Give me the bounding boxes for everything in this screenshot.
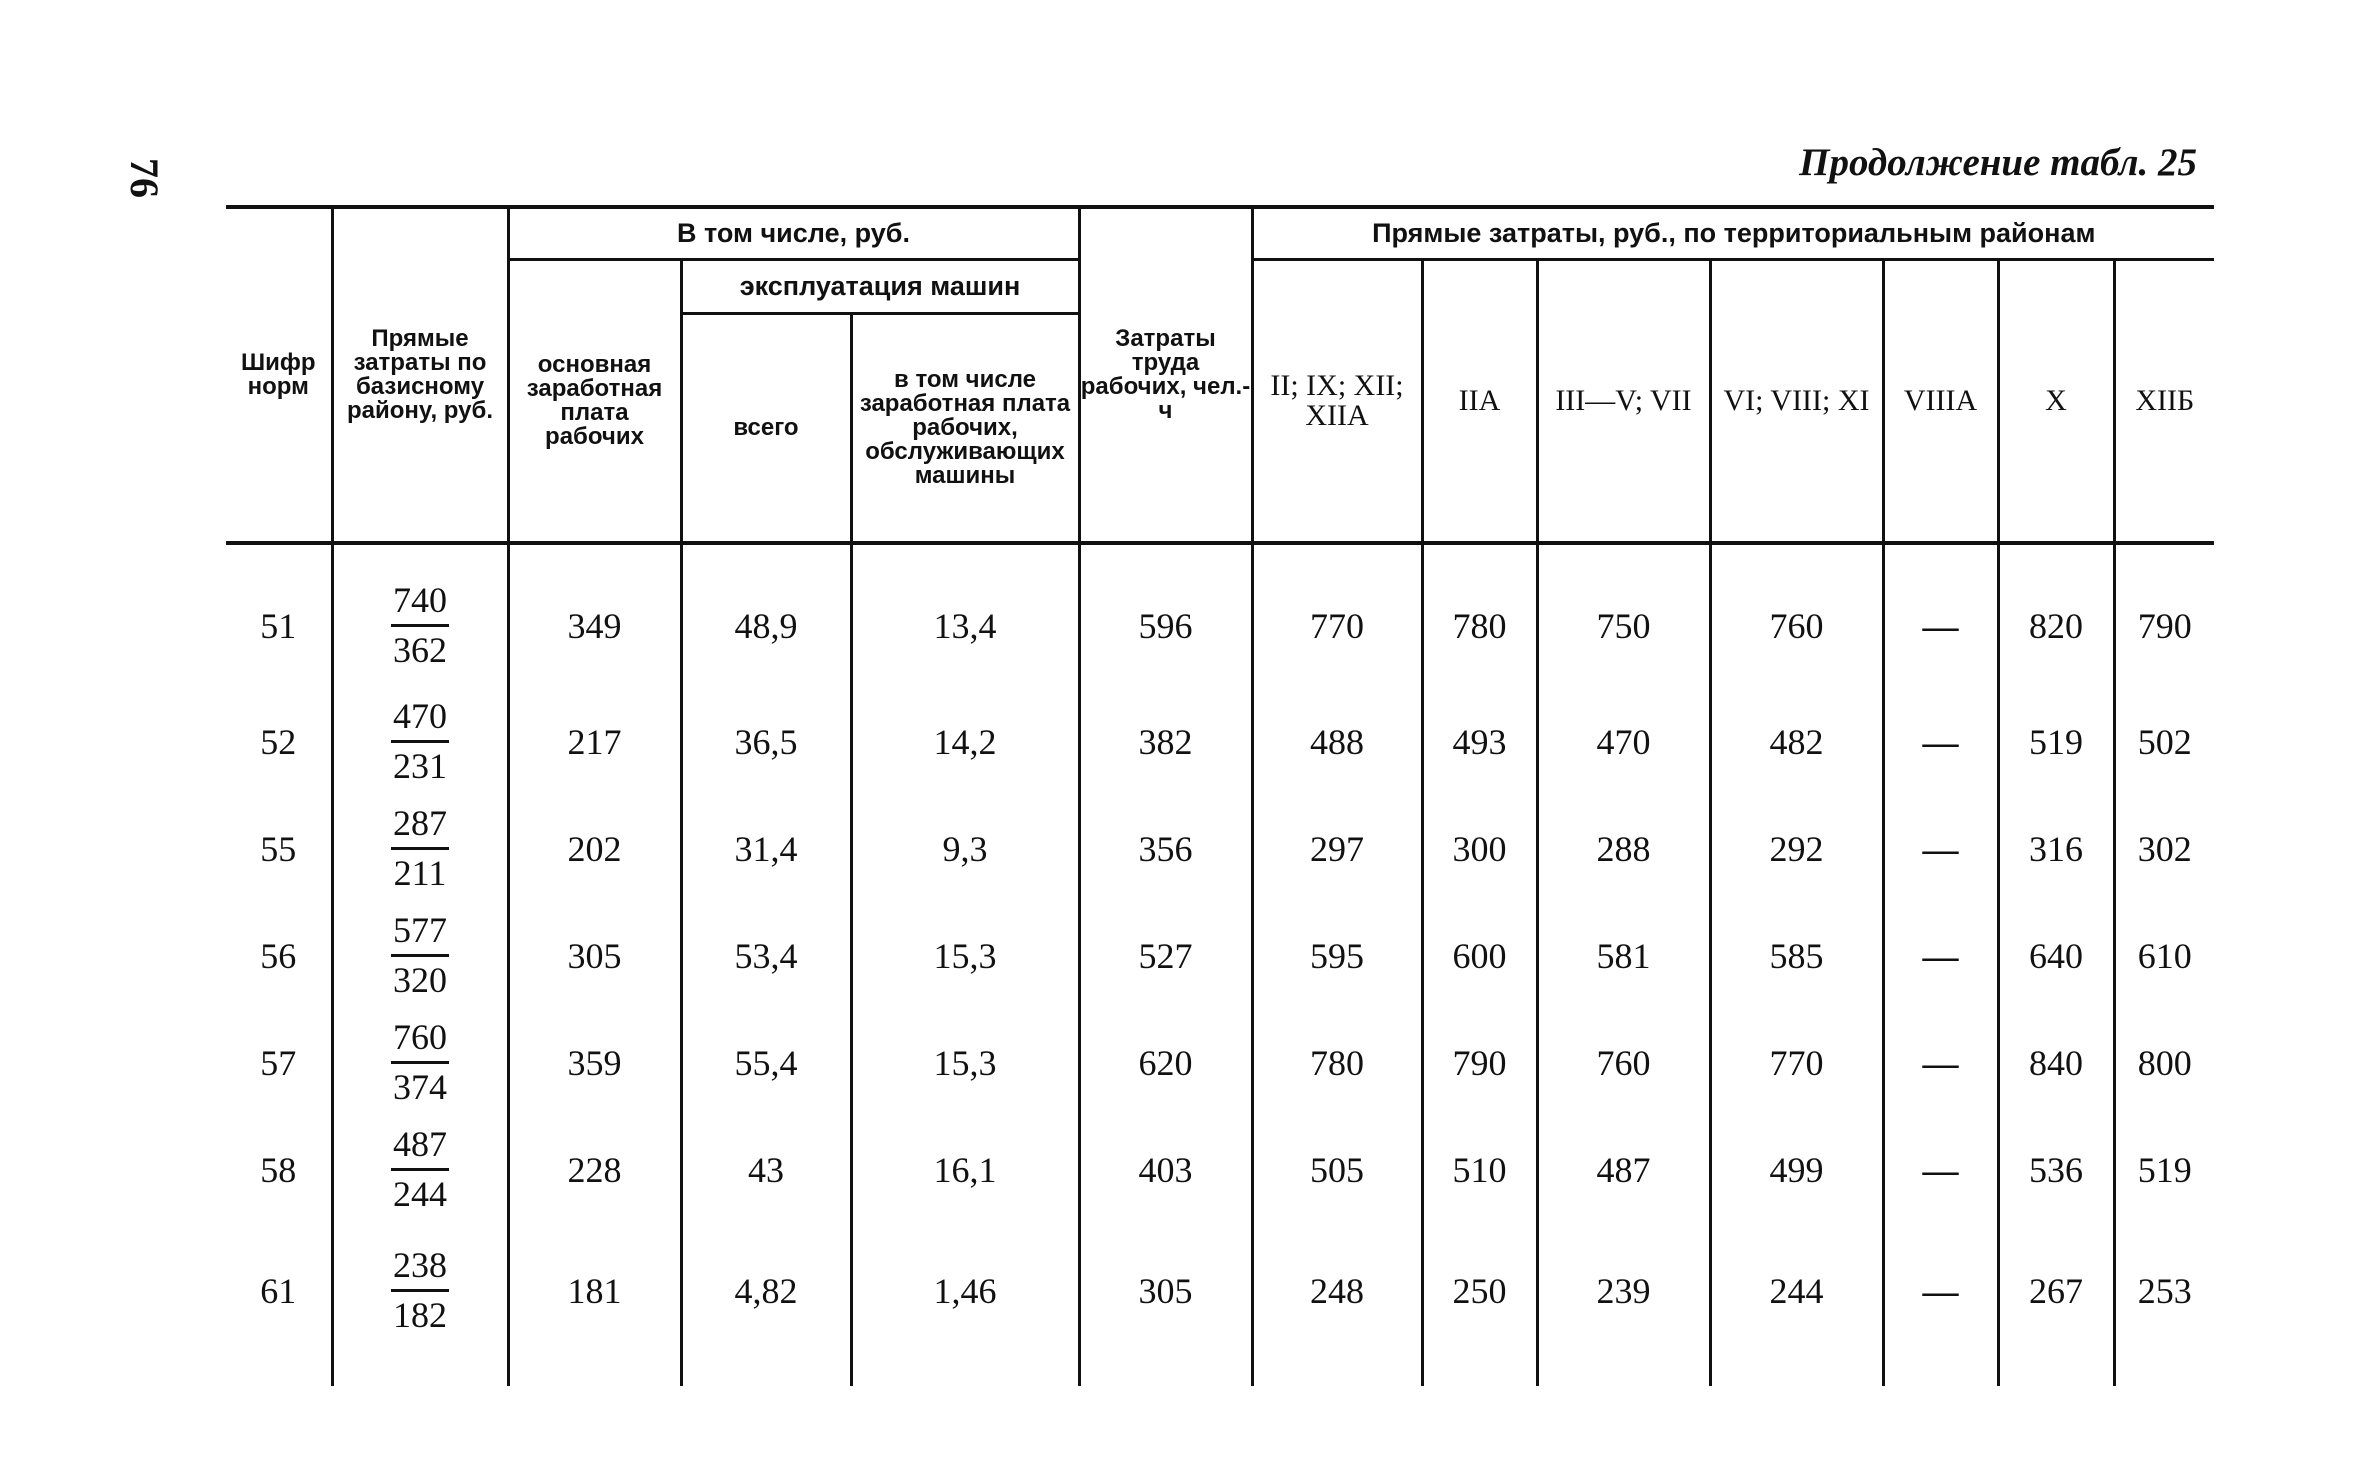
cell-region-7: 302 (2137, 828, 2192, 869)
cell-labor: 596 (1079, 543, 1252, 688)
fraction-numerator: 470 (391, 693, 449, 743)
cell-region-6: 267 (1998, 1223, 2114, 1386)
cell-region-6: 640 (1998, 902, 2114, 1009)
cell-region-4: 760 (1710, 543, 1883, 688)
cell-region-4: 482 (1710, 688, 1883, 795)
cell-region-7: 800 (2137, 1042, 2192, 1083)
cell-region-4: 499 (1710, 1116, 1883, 1223)
cell-code: 51 (226, 543, 332, 688)
cell-region-2: 780 (1422, 543, 1537, 688)
cell-direct-base (332, 795, 508, 902)
cell-region-6: 519 (1998, 688, 2114, 795)
table-row (226, 1116, 2214, 1223)
cell-direct-base (332, 688, 508, 795)
fraction (391, 800, 449, 897)
page-number: 76 (122, 158, 167, 198)
header-machines-total: всего (681, 313, 851, 543)
cell-code: 56 (226, 902, 332, 1009)
header-incl-group: В том числе, руб. (508, 207, 1079, 259)
cell-labor: 527 (1079, 902, 1252, 1009)
cell-code: 57 (226, 1009, 332, 1116)
cell-machines-total: 4,82 (681, 1223, 851, 1386)
cell-region-2: 790 (1422, 1009, 1537, 1116)
cell-region-1: 770 (1252, 543, 1422, 688)
table-row (226, 1009, 2214, 1116)
cell-region-3: 470 (1537, 688, 1710, 795)
header-region-7: XIIБ (2114, 259, 2214, 543)
cell-region-6: 316 (1998, 795, 2114, 902)
header-region-1: II; IX; XII; XIIA (1252, 259, 1422, 543)
cell-region-3: 760 (1537, 1009, 1710, 1116)
cell-machines-wage: 1,46 (851, 1223, 1079, 1386)
cell-machines-total: 53,4 (681, 902, 851, 1009)
table-row (226, 795, 2214, 902)
cell-region-2: 300 (1422, 795, 1537, 902)
cell-region-1: 297 (1252, 795, 1422, 902)
table-row (226, 902, 2214, 1009)
cell-region-5: — (1883, 902, 1998, 1009)
header-direct-base: Прямые затраты по базисному району, руб. (332, 207, 508, 543)
cell-machines-wage: 16,1 (851, 1116, 1079, 1223)
cell-region-5: — (1883, 1009, 1998, 1116)
header-region-3: III—V; VII (1537, 259, 1710, 543)
cell-region-4: 585 (1710, 902, 1883, 1009)
cell-direct-base (332, 1223, 508, 1386)
cell-machines-total: 48,9 (681, 543, 851, 688)
cell-labor: 620 (1079, 1009, 1252, 1116)
cell-machines-wage: 9,3 (851, 795, 1079, 902)
cell-labor: 403 (1079, 1116, 1252, 1223)
cell-region-2: 493 (1422, 688, 1537, 795)
header-region-5: VIIIA (1883, 259, 1998, 543)
fraction-denominator: 244 (393, 1174, 447, 1214)
table-row (226, 1223, 2214, 1386)
cell-region-6: 840 (1998, 1009, 2114, 1116)
cell-base-wage: 202 (508, 795, 681, 902)
cell-direct-base (332, 543, 508, 688)
fraction (391, 907, 449, 1004)
cell-code: 52 (226, 688, 332, 795)
cell-base-wage: 359 (508, 1009, 681, 1116)
cell-base-wage: 217 (508, 688, 681, 795)
cell-region-2: 250 (1422, 1223, 1537, 1386)
cell-code: 55 (226, 795, 332, 902)
header-region-2: IIA (1422, 259, 1537, 543)
cell-region-3: 750 (1537, 543, 1710, 688)
cell-region-3: 239 (1537, 1223, 1710, 1386)
header-region-6: X (1998, 259, 2114, 543)
fraction-numerator: 487 (391, 1121, 449, 1171)
cell-region-1: 595 (1252, 902, 1422, 1009)
fraction-numerator: 760 (391, 1014, 449, 1064)
cell-machines-total: 31,4 (681, 795, 851, 902)
cell-labor: 305 (1079, 1223, 1252, 1386)
cell-region-6: 820 (1998, 543, 2114, 688)
cell-region-1: 505 (1252, 1116, 1422, 1223)
fraction-denominator: 211 (393, 853, 447, 893)
cell-region-7: 790 (2137, 605, 2192, 646)
table-body (226, 543, 2214, 1386)
fraction-numerator: 577 (391, 907, 449, 957)
cell-base-wage: 228 (508, 1116, 681, 1223)
header-labor: Затраты труда рабочих, чел.-ч (1079, 207, 1252, 543)
cell-region-5: — (1883, 1116, 1998, 1223)
fraction-denominator: 374 (393, 1067, 447, 1107)
table-row (226, 543, 2214, 688)
cell-region-3: 288 (1537, 795, 1710, 902)
cell-region-5: — (1883, 1223, 1998, 1386)
cell-base-wage: 305 (508, 902, 681, 1009)
header-base-wage: основная заработная плата рабочих (508, 259, 681, 543)
cell-region-3: 487 (1537, 1116, 1710, 1223)
cell-region-5: — (1883, 543, 1998, 688)
fraction-denominator: 320 (393, 960, 447, 1000)
cell-region-1: 780 (1252, 1009, 1422, 1116)
cell-machines-total: 36,5 (681, 688, 851, 795)
cell-machines-wage: 15,3 (851, 902, 1079, 1009)
fraction (391, 693, 449, 790)
cell-region-1: 248 (1252, 1223, 1422, 1386)
fraction (391, 1121, 449, 1218)
table-row (226, 688, 2214, 795)
cell-direct-base (332, 1009, 508, 1116)
header-machines-group: эксплуатация машин (681, 259, 1079, 313)
header-regions-group: Прямые затраты, руб., по территориальным районам (1252, 207, 2214, 259)
header-code: Шифр норм (226, 207, 332, 543)
table-header (226, 207, 2214, 543)
fraction-numerator: 287 (391, 800, 449, 850)
table-caption: Продолжение табл. 25 (1799, 141, 2197, 184)
cell-region-4: 244 (1710, 1223, 1883, 1386)
cell-labor: 382 (1079, 688, 1252, 795)
cell-region-4: 770 (1710, 1009, 1883, 1116)
cell-machines-wage: 13,4 (851, 543, 1079, 688)
cell-region-7: 519 (2137, 1149, 2192, 1190)
cell-code: 58 (226, 1116, 332, 1223)
fraction-numerator: 740 (391, 577, 449, 627)
cell-region-1: 488 (1252, 688, 1422, 795)
header-region-4: VI; VIII; XI (1710, 259, 1883, 543)
cell-region-5: — (1883, 795, 1998, 902)
cell-region-7: 610 (2137, 935, 2192, 976)
header-machines-wage: в том числе заработная плата рабочих, обслуживающих машины (851, 313, 1079, 543)
cell-region-5: — (1883, 688, 1998, 795)
cost-table (226, 205, 2214, 1386)
fraction-denominator: 362 (393, 630, 447, 670)
cell-machines-total: 55,4 (681, 1009, 851, 1116)
cell-region-2: 510 (1422, 1116, 1537, 1223)
cell-base-wage: 349 (508, 543, 681, 688)
cell-machines-wage: 14,2 (851, 688, 1079, 795)
cell-region-3: 581 (1537, 902, 1710, 1009)
cell-region-6: 536 (1998, 1116, 2114, 1223)
fraction (391, 1242, 449, 1339)
cell-code: 61 (226, 1223, 332, 1386)
cell-machines-total: 43 (681, 1116, 851, 1223)
fraction-numerator: 238 (391, 1242, 449, 1292)
cell-direct-base (332, 1116, 508, 1223)
fraction (391, 577, 449, 674)
cell-region-2: 600 (1422, 902, 1537, 1009)
cell-machines-wage: 15,3 (851, 1009, 1079, 1116)
fraction-denominator: 231 (393, 746, 447, 786)
cell-region-7: 502 (2137, 721, 2192, 762)
cost-table-container (226, 205, 2214, 1385)
cell-region-4: 292 (1710, 795, 1883, 902)
fraction (391, 1014, 449, 1111)
cell-base-wage: 181 (508, 1223, 681, 1386)
cell-region-7: 253 (2137, 1270, 2192, 1311)
cell-direct-base (332, 902, 508, 1009)
cell-labor: 356 (1079, 795, 1252, 902)
fraction-denominator: 182 (393, 1295, 447, 1335)
